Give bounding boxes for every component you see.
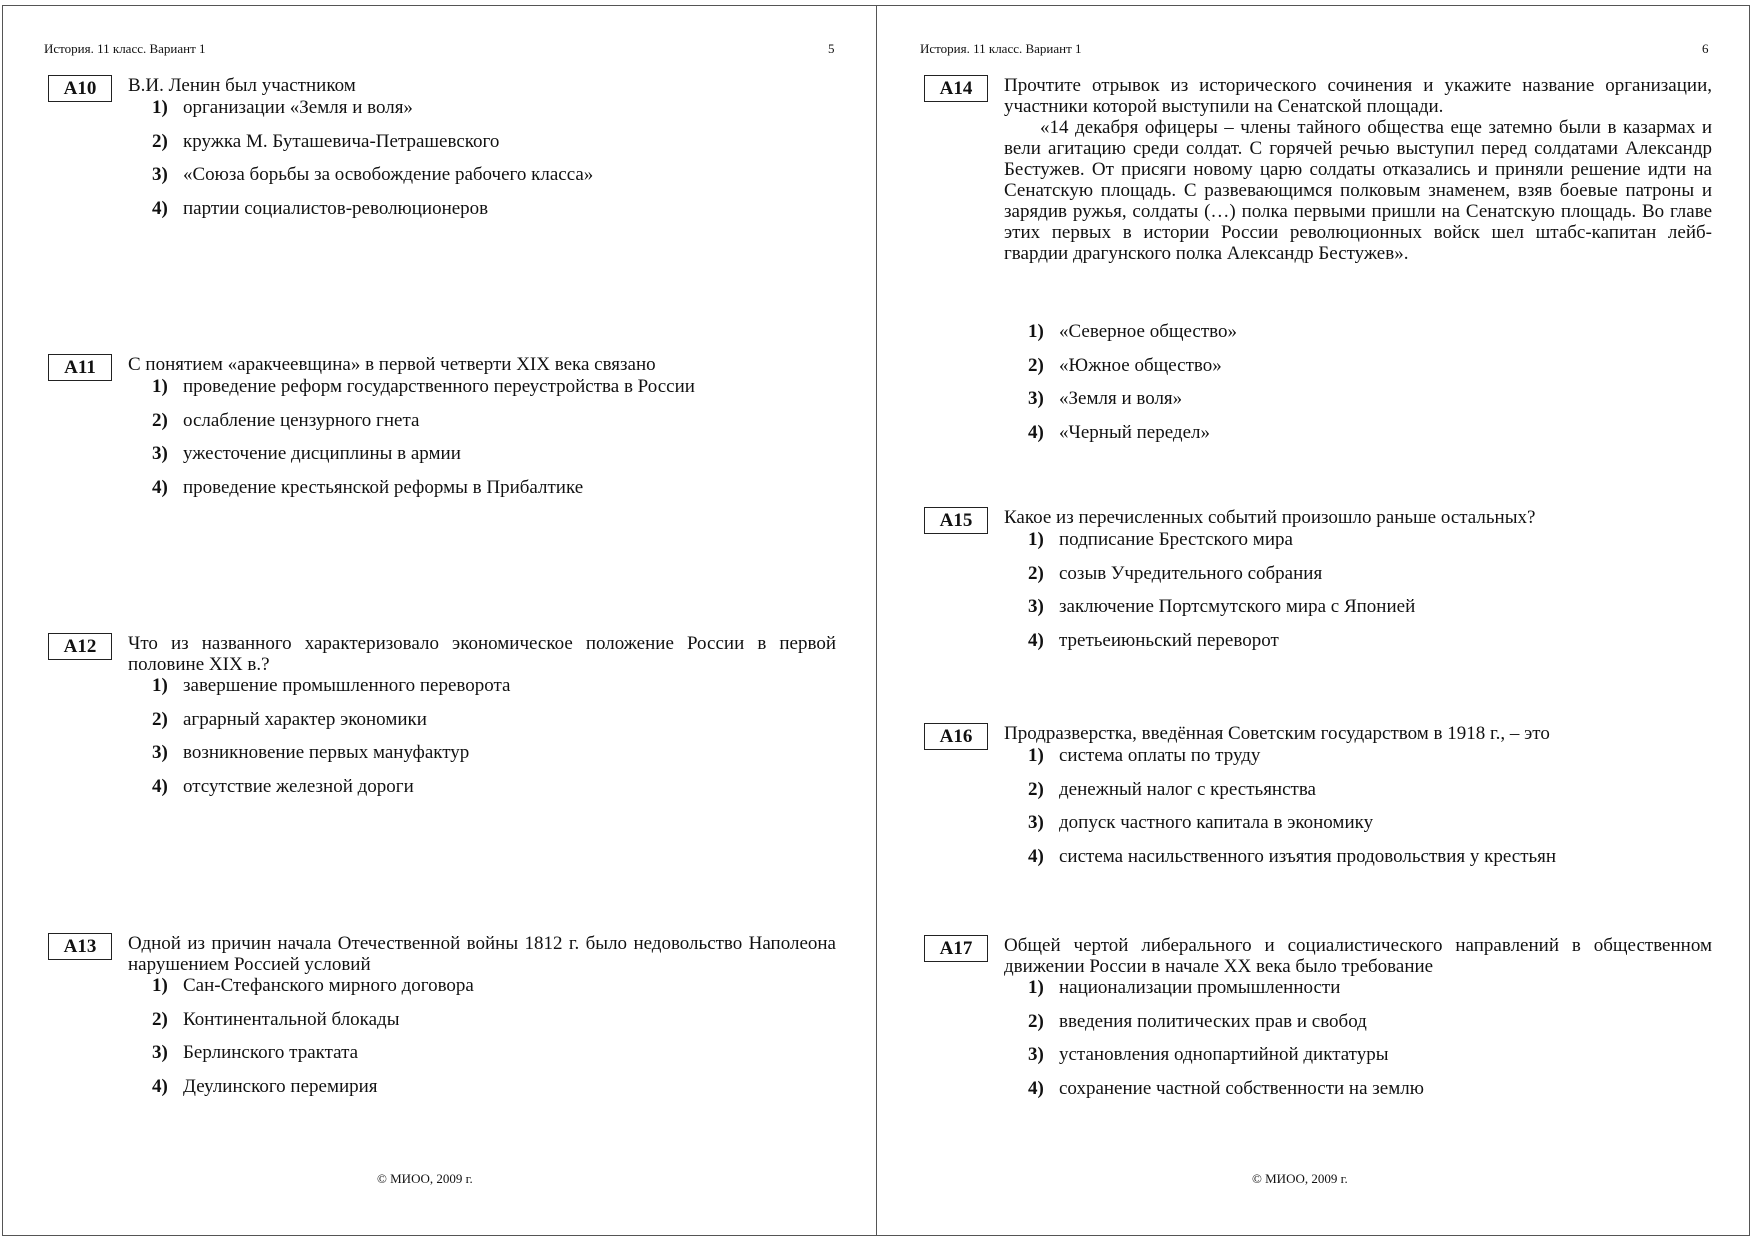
answer-option: 4) «Черный передел» xyxy=(1028,421,1210,443)
answer-option: 2) «Южное общество» xyxy=(1028,354,1222,376)
question-label: A13 xyxy=(48,933,112,960)
answer-option: 2) созыв Учредительного собрания xyxy=(1028,562,1323,584)
answer-option: 2) введения политических прав и свобод xyxy=(1028,1010,1367,1032)
question-label: A12 xyxy=(48,633,112,660)
answer-option: 2) кружка М. Буташевича-Петрашевского xyxy=(152,130,500,152)
answer-option: 4) сохранение частной собственности на землю xyxy=(1028,1077,1424,1099)
answer-option: 4) третьеиюньский переворот xyxy=(1028,629,1279,651)
answer-options xyxy=(1028,745,1556,879)
answer-option: 1) завершение промышленного переворота xyxy=(152,675,511,696)
question-text: Продразверстка, введённая Советским государством в 1918 г., – это xyxy=(1004,723,1550,744)
answer-option: 3) «Земля и воля» xyxy=(1028,388,1183,409)
question-prompt: Прочтите отрывок из исторического сочинения и укажите название организации, участники которой выступили на Сенатской площади. xyxy=(1004,75,1712,117)
answer-options xyxy=(1028,321,1237,455)
question-label: A10 xyxy=(48,75,112,102)
answer-option: 1) система оплаты по труду xyxy=(1028,745,1261,766)
answer-option: 1) организации «Земля и воля» xyxy=(152,97,413,118)
question-label: A11 xyxy=(48,354,112,381)
question-text: Общей чертой либерального и социалистического направлений в общественном движении России в начале XX века было требование xyxy=(1004,935,1712,977)
page-header: История. 11 класс. Вариант 1 xyxy=(44,41,206,56)
question-text: Какое из перечисленных событий произошло раньше остальных? xyxy=(1004,507,1536,528)
answer-option: 2) денежный налог с крестьянства xyxy=(1028,778,1316,800)
question-label: A14 xyxy=(924,75,988,102)
answer-options xyxy=(152,675,510,809)
answer-option: 3) заключение Портсмутского мира с Японией xyxy=(1028,596,1416,617)
question-text xyxy=(1004,75,1712,264)
answer-option: 4) партии социалистов-революционеров xyxy=(152,197,489,219)
page-footer: © МИОО, 2009 г. xyxy=(1252,1171,1348,1186)
page-5 xyxy=(2,5,876,1236)
answer-option: 1) Сан-Стефанского мирного договора xyxy=(152,975,474,996)
answer-options xyxy=(152,376,695,510)
page-header: История. 11 класс. Вариант 1 xyxy=(920,41,1082,56)
answer-option: 1) проведение реформ государственного переустройства в России xyxy=(152,376,695,397)
answer-option: 1) подписание Брестского мира xyxy=(1028,529,1293,550)
answer-options xyxy=(1028,529,1415,663)
answer-options xyxy=(152,97,593,231)
answer-option: 1) «Северное общество» xyxy=(1028,321,1237,342)
page-divider xyxy=(876,5,877,1236)
answer-option: 3) установления однопартийной диктатуры xyxy=(1028,1044,1389,1065)
answer-option: 2) Континентальной блокады xyxy=(152,1008,400,1030)
answer-option: 3) допуск частного капитала в экономику xyxy=(1028,812,1374,833)
answer-option: 3) «Союза борьбы за освобождение рабочего класса» xyxy=(152,164,594,185)
question-text: Одной из причин начала Отечественной войны 1812 г. было недовольство Наполеона нарушением Россией условий xyxy=(128,933,836,975)
question-text: Что из названного характеризовало экономическое положение России в первой половине XIX в.? xyxy=(128,633,836,675)
answer-options xyxy=(1028,977,1424,1111)
question-text: В.И. Ленин был участником xyxy=(128,75,356,96)
answer-option: 3) Берлинского трактата xyxy=(152,1042,359,1063)
answer-option: 3) ужесточение дисциплины в армии xyxy=(152,443,461,464)
page-footer: © МИОО, 2009 г. xyxy=(377,1171,473,1186)
answer-option: 4) система насильственного изъятия продовольствия у крестьян xyxy=(1028,845,1557,867)
answer-option: 1) национализации промышленности xyxy=(1028,977,1341,998)
page-number: 5 xyxy=(828,41,835,56)
answer-option: 2) ослабление цензурного гнета xyxy=(152,409,420,431)
answer-option: 3) возникновение первых мануфактур xyxy=(152,742,470,763)
answer-option: 4) проведение крестьянской реформы в Прибалтике xyxy=(152,476,584,498)
question-label: A16 xyxy=(924,723,988,750)
question-text: С понятием «аракчеевщина» в первой четверти XIX века связано xyxy=(128,354,656,375)
answer-options xyxy=(152,975,474,1109)
answer-option: 4) отсутствие железной дороги xyxy=(152,775,414,797)
answer-option: 2) аграрный характер экономики xyxy=(152,708,427,730)
page-number: 6 xyxy=(1702,41,1709,56)
question-quote: «14 декабря офицеры – члены тайного общества еще затемно были в казармах и вели агитацию среди солдат. С горячей речью выступил перед солдатами Александр Бестужев. От присяги новому царю солдаты отказались и приняли решение идти на Сенатскую площадь. С развевающимся полковым знаменем, взяв боевые патроны и зарядив ружья, солдаты (…) полка первыми пришли на Сенатскую площадь. Во главе этих первых в истории России революционных войск шел штабс-капитан лейб-гвардии драгунского полка Александр Бестужев». xyxy=(1004,117,1712,264)
question-label: A15 xyxy=(924,507,988,534)
question-label: A17 xyxy=(924,935,988,962)
page-6 xyxy=(878,5,1748,1236)
answer-option: 4) Деулинского перемирия xyxy=(152,1075,378,1097)
